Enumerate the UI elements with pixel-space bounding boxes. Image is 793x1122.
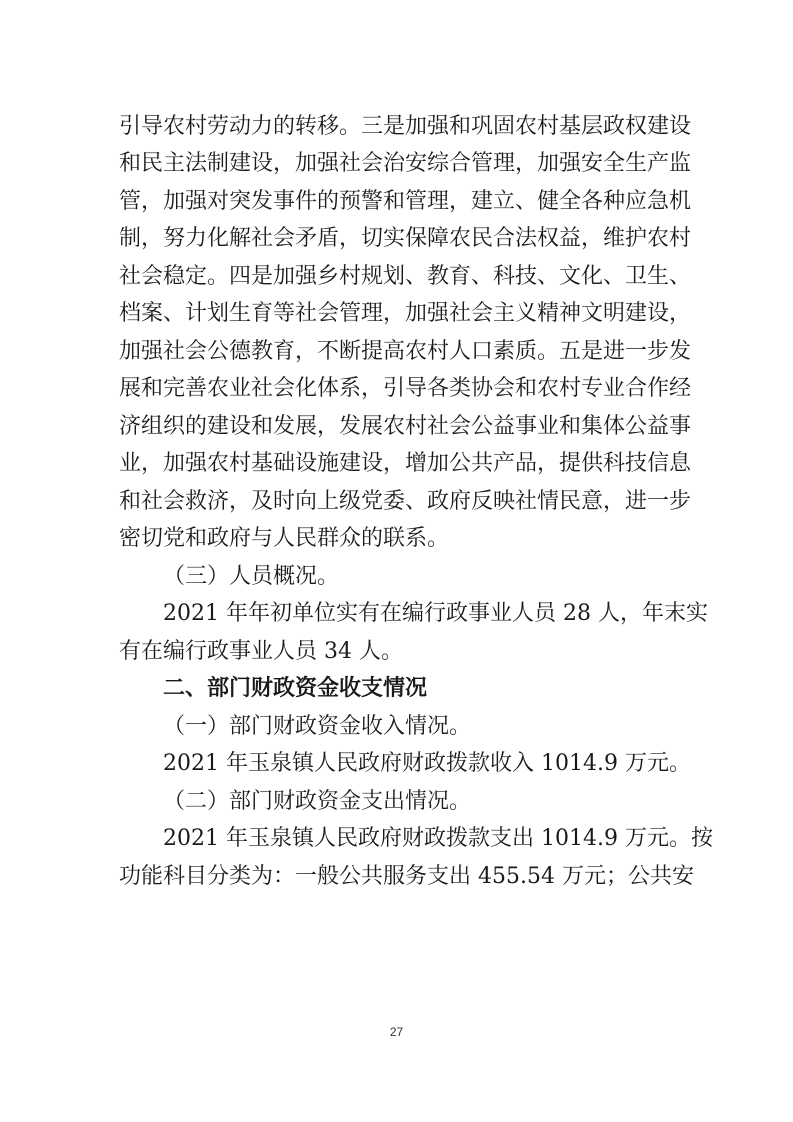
body-line: 有在编行政事业人员 34 人。	[119, 639, 403, 664]
subsection-heading: （三）人员概况。	[163, 564, 340, 589]
body-line: 2021 年玉泉镇人民政府财政拨款支出 1014.9 万元。按	[163, 826, 713, 851]
body-line: 济组织的建设和发展，发展农村社会公益事业和集体公益事	[119, 414, 692, 439]
page-number: 27	[389, 1025, 404, 1039]
body-line: 社会稳定。四是加强乡村规划、教育、科技、文化、卫生、	[119, 264, 692, 289]
body-line: 加强社会公德教育，不断提高农村人口素质。五是进一步发	[119, 339, 692, 364]
body-line: 2021 年年初单位实有在编行政事业人员 28 人，年末实	[163, 601, 708, 626]
body-line: 业，加强农村基础设施建设，增加公共产品，提供科技信息	[119, 451, 692, 476]
body-line: 制，努力化解社会矛盾，切实保障农民合法权益，维护农村	[119, 226, 692, 251]
body-line: 功能科目分类为：一般公共服务支出 455.54 万元；公共安	[119, 864, 694, 889]
section-heading: 二、部门财政资金收支情况	[163, 676, 428, 701]
body-line: 管，加强对突发事件的预警和管理，建立、健全各种应急机	[119, 189, 692, 214]
body-line: 和民主法制建设，加强社会治安综合管理，加强安全生产监	[119, 151, 692, 176]
body-line: 档案、计划生育等社会管理，加强社会主义精神文明建设，	[119, 301, 692, 326]
body-line: 和社会救济，及时向上级党委、政府反映社情民意，进一步	[119, 489, 692, 514]
body-line: 密切党和政府与人民群众的联系。	[119, 526, 450, 551]
subsection-heading: （一）部门财政资金收入情况。	[163, 714, 472, 739]
body-line: 2021 年玉泉镇人民政府财政拨款收入 1014.9 万元。	[163, 751, 691, 776]
body-line: 引导农村劳动力的转移。三是加强和巩固农村基层政权建设	[119, 114, 692, 139]
subsection-heading: （二）部门财政资金支出情况。	[163, 789, 472, 814]
body-line: 展和完善农业社会化体系，引导各类协会和农村专业合作经	[119, 376, 692, 401]
